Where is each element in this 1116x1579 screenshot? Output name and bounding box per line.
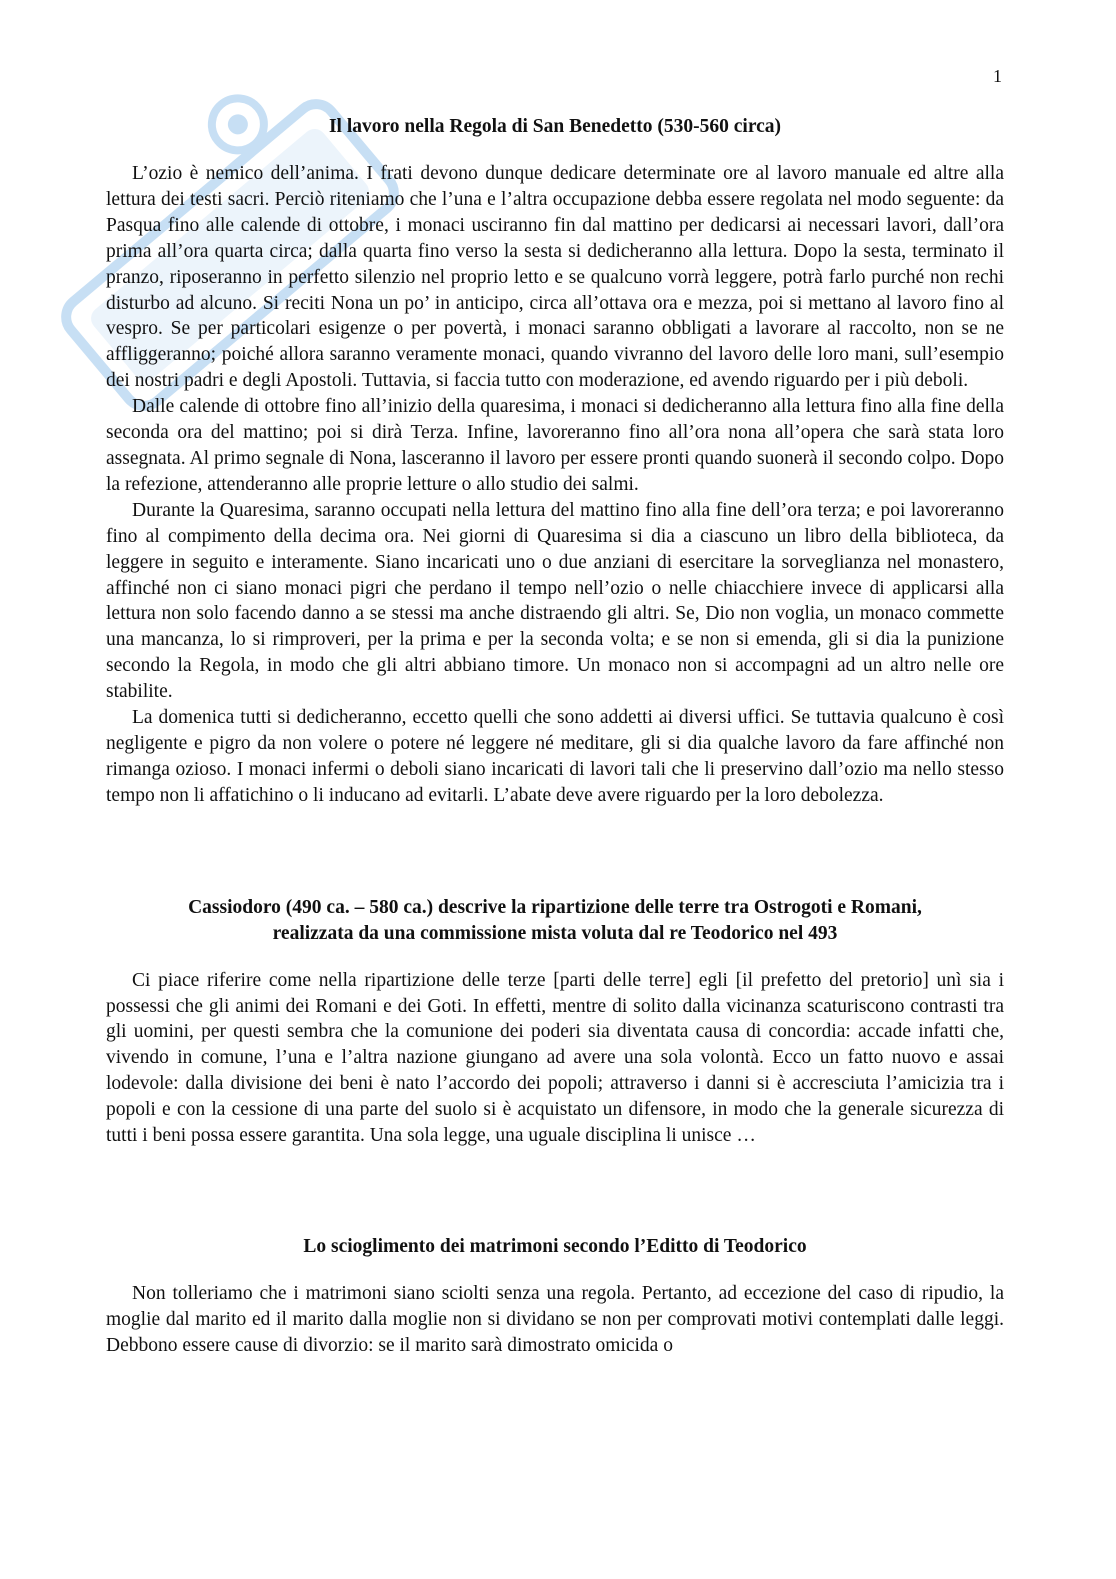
page-number: 1 bbox=[993, 66, 1002, 86]
section-title-line: realizzata da una commissione mista voluta dal re Teodorico nel 493 bbox=[272, 922, 838, 944]
section-title-cassiodoro bbox=[106, 895, 1004, 947]
section-title-editto: Lo scioglimento dei matrimoni secondo l’Editto di Teodorico bbox=[303, 1236, 807, 1257]
paragraph-benedetto-4: La domenica tutti si dedicheranno, eccetto quelli che sono addetti ai diversi uffici. Se tuttavia qualcuno è così negligente e pigro da non volere o potere né leggere né meditare, gli si dia qualche lavoro da fare affinché non rimanga ozioso. I monaci infermi o deboli siano incaricati di lavori tali che li preservino dall’ozio ma nello stesso tempo non li affatichino o li inducano ad evitarli. L’abate deve avere riguardo per la loro debolezza. bbox=[106, 707, 1004, 806]
section-title-line: Cassiodoro (490 ca. – 580 ca.) descrive la ripartizione delle terre tra Ostrogoti e Romani, bbox=[188, 896, 922, 918]
document-body bbox=[106, 114, 1004, 1359]
spacer bbox=[106, 1149, 1004, 1234]
spacer bbox=[106, 809, 1004, 895]
spacer bbox=[106, 1260, 1004, 1281]
paragraph-benedetto-3: Durante la Quaresima, saranno occupati nella lettura del mattino fino alla fine dell’ora terza; e poi lavoreranno fino al compimento della decima ora. Nei giorni di Quaresima si dia a ciascuno un libro della biblioteca, da leggere in seguito e interamente. Siano incaricati uno o due anziani di esercitare la sorveglianza nel monastero, affinché non ci siano monaci pigri che perdano il tempo nell’ozio o nelle chiacchiere invece di applicarsi alla lettura non solo facendo danno a se stessi ma anche distraendo gli altri. Se, Dio non voglia, un monaco commette una mancanza, lo si rimproveri, per la prima e per la seconda volta; e se non si emenda, gli si dia la punizione secondo la Regola, in modo che gli altri abbiano timore. Un monaco non si accompagni ad un altro nelle ore stabilite. bbox=[106, 499, 1004, 703]
paragraph-benedetto-2: Dalle calende di ottobre fino all’inizio della quaresima, i monaci si dedicheranno alla lettura fino alla fine della seconda ora del mattino; poi si dirà Terza. Infine, lavoreranno fino all’ora nona all’opera che sarà stata loro assegnata. Al primo segnale di Nona, lasceranno il lavoro per essere pronti quando suonerà il secondo colpo. Dopo la refezione, attenderanno alle proprie letture o allo studio dei salmi. bbox=[106, 396, 1004, 495]
section-title-benedetto: Il lavoro nella Regola di San Benedetto (530-560 circa) bbox=[328, 116, 782, 137]
spacer bbox=[106, 140, 1004, 161]
spacer bbox=[106, 947, 1004, 968]
paragraph-cassiodoro-1: Ci piace riferire come nella ripartizione delle terze [parti delle terre] egli [il prefetto del pretorio] unì sia i possessi che gli animi dei Romani e dei Goti. In effetti, mentre di solito dalla vicinanza scaturiscono contrasti tra gli uomini, per questi sembra che la comunione dei poderi sia diventata causa di concordia: accade infatti che, vivendo in comune, l’una e l’altra nazione giungano ad avere una sola volontà. Ecco un fatto nuovo e assai lodevole: dalla divisione dei beni è nato l’accordo dei popoli; attraverso i danni si è accresciuta l’amicizia tra i popoli e con la cessione di una parte del suolo si è acquistato un difensore, in modo che la generale sicurezza di tutti i beni possa essere garantita. Una sola legge, una uguale disciplina li unisce … bbox=[106, 969, 1004, 1147]
paragraph-benedetto-1: L’ozio è nemico dell’anima. I frati devono dunque dedicare determinate ore al lavoro manuale ed altre alla lettura dei testi sacri. Perciò riteniamo che l’una e l’altra occupazione debba essere regolata nel modo seguente: da Pasqua fino alle calende di ottobre, i monaci usciranno fin dal mattino per dedicarsi ai necessari lavori, dall’ora prima all’ora quarta circa; dalla quarta fino verso la sesta si dedicheranno alla lettura. Dopo la sesta, terminato il pranzo, riposeranno in perfetto silenzio nel proprio letto e se qualcuno vorrà leggere, potrà farlo purché non rechi disturbo ad alcuno. Si reciti Nona un po’ in anticipo, circa all’ottava ora e mezza, poi si mettano al lavoro fino al vespro. Se per particolari esigenze o per povertà, i monaci saranno obbligati a lavorare al raccolto, non se ne affliggeranno; poiché allora saranno veramente monaci, quando vivranno del lavoro delle loro mani, sull’esempio dei nostri padri e degli Apostoli. Tuttavia, si faccia tutto con moderazione, ed avendo riguardo per i più deboli. bbox=[106, 163, 1004, 392]
paragraph-editto-1: Non tolleriamo che i matrimoni siano sciolti senza una regola. Pertanto, ad eccezione del caso di ripudio, la moglie dal marito ed il marito dalla moglie non si dividano se non per comprovati motivi contemplati dalle leggi. Debbono essere cause di divorzio: se il marito sarà dimostrato omicida o bbox=[106, 1283, 1004, 1356]
